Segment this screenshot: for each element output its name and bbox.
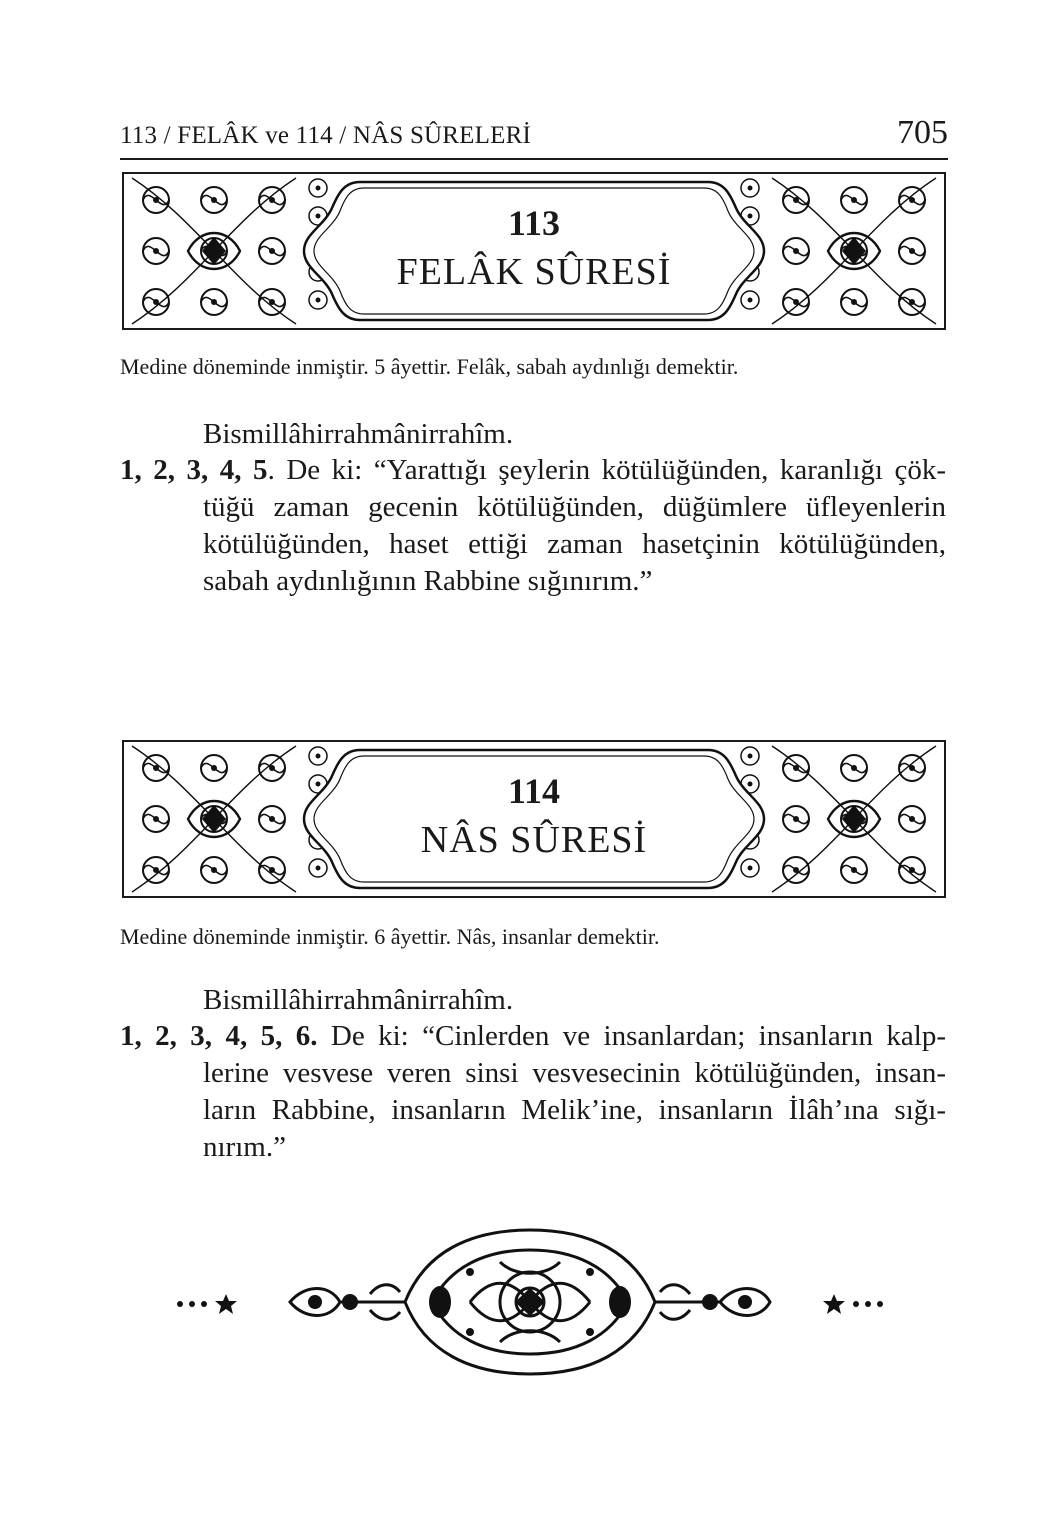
surah-114-verse xyxy=(120,1018,946,1166)
surah-113-intro: Medine döneminde inmiştir. 5 âyettir. Felâk, sabah aydınlığı demektir. xyxy=(120,354,739,379)
verse-number: 1, 2, 3, 4, 5, 6. xyxy=(120,1020,318,1052)
page-number: 705 xyxy=(897,114,948,151)
surah-114-basmala: Bismillâhirrahmânirrahîm. xyxy=(203,984,514,1016)
surah-113-number: 113 xyxy=(507,203,560,243)
surah-114-title: NÂS SÛRESİ xyxy=(420,819,648,861)
running-title: 113 / FELÂK ve 114 / NÂS SÛRELERİ xyxy=(120,122,531,149)
verse-line: kötülüğünden, haset ettiği zaman hasetçinin kötülüğünden, xyxy=(203,528,946,560)
verse-line: ların Rabbine, insanların Melik’ine, insanların İlâh’ına sığı- xyxy=(203,1094,946,1126)
verse-line: lerine vesvese veren sinsi vesvesecinin kötülüğünden, insan- xyxy=(203,1057,946,1089)
verse-line xyxy=(120,1018,946,1055)
verse-line: nırım.” xyxy=(203,1131,286,1163)
verse-number: 1, 2, 3, 4, 5 xyxy=(120,454,268,486)
surah-113-verse xyxy=(120,452,946,600)
verse-text: De ki: “Cinlerden ve insanlardan; insanların kalp- xyxy=(317,1020,946,1052)
surah-114-intro: Medine döneminde inmiştir. 6 âyettir. Nâs, insanlar demektir. xyxy=(120,924,660,949)
verse-text: . De ki: “Yarattığı şeylerin kötülüğünden, karanlığı çök- xyxy=(267,454,947,486)
verse-line: tüğü zaman gecenin kötülüğünden, düğümlere üfleyenlerin xyxy=(203,491,946,523)
verse-line xyxy=(120,452,946,489)
surah-114-number: 114 xyxy=(507,771,560,811)
running-header xyxy=(120,112,948,160)
verse-line: sabah aydınlığının Rabbine sığınırım.” xyxy=(203,565,653,597)
floral-ornament-icon xyxy=(170,1222,890,1382)
surah-113-title: FELÂK SÛRESİ xyxy=(396,251,672,293)
surah-113-banner xyxy=(122,172,946,330)
surah-114-banner xyxy=(122,740,946,898)
surah-113-basmala: Bismillâhirrahmânirrahîm. xyxy=(203,418,514,450)
